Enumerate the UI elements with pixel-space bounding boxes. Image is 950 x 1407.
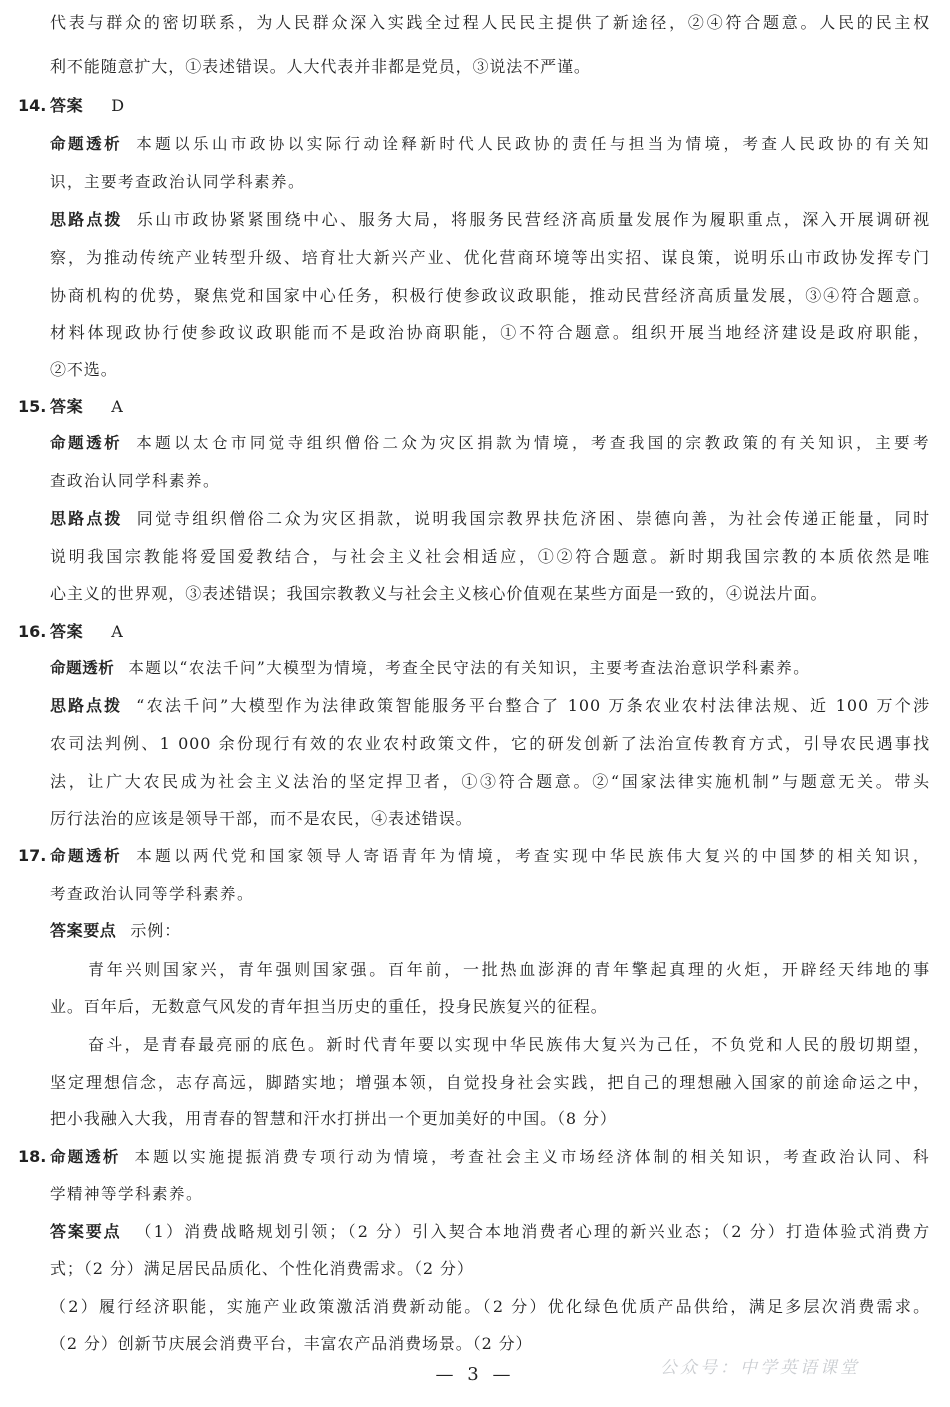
text-line xyxy=(50,134,930,154)
section-label: 命题透析 xyxy=(50,434,123,452)
text-content: 本题以“农法千问”大模型为情境，考查全民守法的有关知识，主要考查法治意识学科素养。 xyxy=(128,659,811,677)
text-line: 青年兴则国家兴，青年强则国家强。百年前，一批热血澎湃的青年擎起真理的火炬，开辟经天纬地的事 xyxy=(88,960,930,979)
text-line: 材料体现政协行使参政议政职能而不是政治协商职能，①不符合题意。组织开展当地经济建设是政府职能， xyxy=(50,323,930,342)
text-line: 利不能随意扩大，①表述错误。人大代表并非都是党员，③说法不严谨。 xyxy=(50,57,591,76)
text-content: 示例： xyxy=(130,921,182,940)
text-content: 同觉寺组织僧俗二众为灾区捐款，说明我国宗教界扶危济困、崇德向善，为社会传递正能量，同时 xyxy=(136,509,931,528)
text-line: ②不选。 xyxy=(50,360,118,379)
text-line xyxy=(50,509,930,529)
section-label: 命题透析 xyxy=(50,1148,121,1166)
text-line xyxy=(50,696,930,716)
text-content: 本题以两代党和国家领导人寄语青年为情境，考查实现中华民族伟大复兴的中国梦的相关知识， xyxy=(136,847,930,865)
answer-choice: A xyxy=(111,622,124,641)
text-line: 农司法判例、1 000 余份现行有效的农业农村政策文件，它的研发创新了法治宣传教育方式，引导农民遇事找 xyxy=(50,734,930,753)
section-label: 思路点拨 xyxy=(50,210,123,229)
answer-label: 答案 xyxy=(50,397,84,416)
question-number: 16. xyxy=(18,622,47,641)
text-line: 坚定理想信念，志存高远，脚踏实地；增强本领，自觉投身社会实践，把自己的理想融入国家的前途命运之中， xyxy=(50,1073,930,1092)
section-label: 命题透析 xyxy=(50,847,123,865)
text-line: 心主义的世界观，③表述错误；我国宗教教义与社会主义核心价值观在某些方面是一致的，④说法片面。 xyxy=(50,584,828,603)
text-line: 把小我融入大我，用青春的智慧和汗水打拼出一个更加美好的中国。（8 分） xyxy=(50,1109,617,1128)
text-line xyxy=(50,921,930,941)
text-content: “农法千问”大模型作为法律政策智能服务平台整合了 100 万条农业农村法律法规、近 100 万个涉 xyxy=(136,696,930,715)
text-line: 考查政治认同等学科素养。 xyxy=(50,885,255,903)
section-label: 思路点拨 xyxy=(50,696,123,715)
question-number: 15. xyxy=(18,397,47,416)
question-number: 17. xyxy=(18,846,47,865)
text-content: 本题以太仓市同觉寺组织僧俗二众为灾区捐款为情境，考查我国的宗教政策的有关知识，主要考 xyxy=(136,434,930,452)
text-line: （2）履行经济职能，实施产业政策激活消费新动能。（2 分）优化绿色优质产品供给，满足多层次消费需求。 xyxy=(50,1297,930,1316)
text-line: 查政治认同学科素养。 xyxy=(50,472,221,490)
text-line: 协商机构的优势，聚焦党和国家中心任务，积极行使参政议政职能，推动民营经济高质量发展，③④符合题意。 xyxy=(50,286,930,305)
section-label: 答案要点 xyxy=(50,1222,122,1241)
text-line: 式；（2 分）满足居民品质化、个性化消费需求。（2 分） xyxy=(50,1259,474,1278)
text-line xyxy=(50,210,930,230)
answer-choice: D xyxy=(111,96,125,115)
page-number: — 3 — xyxy=(435,1364,515,1385)
text-line: 法，让广大农民成为社会主义法治的坚定捍卫者，①③符合题意。②“国家法律实施机制”与题意无关。带头 xyxy=(50,772,930,791)
text-line: 识，主要考查政治认同学科素养。 xyxy=(50,173,306,191)
answer-line xyxy=(50,622,930,642)
answer-choice: A xyxy=(111,397,124,416)
text-line xyxy=(50,433,930,453)
section-label: 命题透析 xyxy=(50,135,123,153)
text-line xyxy=(50,1222,930,1242)
text-content: 本题以实施提振消费专项行动为情境，考查社会主义市场经济体制的相关知识，考查政治认同、科 xyxy=(134,1148,930,1166)
text-line: （2 分）创新节庆展会消费平台，丰富农产品消费场景。（2 分） xyxy=(50,1334,533,1353)
section-label: 答案要点 xyxy=(50,921,117,940)
text-content: （1）消费战略规划引领；（2 分）引入契合本地消费者心理的新兴业态；（2 分）打造体验式消费方 xyxy=(135,1222,930,1241)
answer-label: 答案 xyxy=(50,96,84,115)
text-line: 厉行法治的应该是领导干部，而不是农民，④表述错误。 xyxy=(50,809,473,828)
section-label: 命题透析 xyxy=(50,659,115,677)
text-line: 代表与群众的密切联系，为人民群众深入实践全过程人民民主提供了新途径，②④符合题意。人民的民主权 xyxy=(50,13,930,32)
section-label: 思路点拨 xyxy=(50,509,123,528)
question-number: 18. xyxy=(18,1147,47,1166)
text-content: 乐山市政协紧紧围绕中心、服务大局，将服务民营经济高质量发展作为履职重点，深入开展调研视 xyxy=(136,210,931,229)
text-line xyxy=(50,658,930,678)
text-line: 说明我国宗教能将爱国爱教结合，与社会主义社会相适应，①②符合题意。新时期我国宗教的本质依然是唯 xyxy=(50,547,930,566)
text-line: 察，为推动传统产业转型升级、培育壮大新兴产业、优化营商环境等出实招、谋良策，说明乐山市政协发挥专门 xyxy=(50,248,930,267)
answer-line xyxy=(50,96,930,116)
text-content: 本题以乐山市政协以实际行动诠释新时代人民政协的责任与担当为情境，考查人民政协的有关知 xyxy=(136,135,930,153)
question-number: 14. xyxy=(18,96,47,115)
answer-label: 答案 xyxy=(50,622,84,641)
text-line: 学精神等学科素养。 xyxy=(50,1185,204,1203)
text-line: 业。百年后，无数意气风发的青年担当历史的重任，投身民族复兴的征程。 xyxy=(50,997,608,1016)
answer-line xyxy=(50,397,930,417)
watermark: 公众号：中学英语课堂 xyxy=(660,1358,860,1378)
text-line: 奋斗，是青春最亮丽的底色。新时代青年要以实现中华民族伟大复兴为己任，不负党和人民的殷切期望， xyxy=(88,1035,930,1054)
text-line xyxy=(50,846,930,866)
text-line xyxy=(50,1147,930,1167)
